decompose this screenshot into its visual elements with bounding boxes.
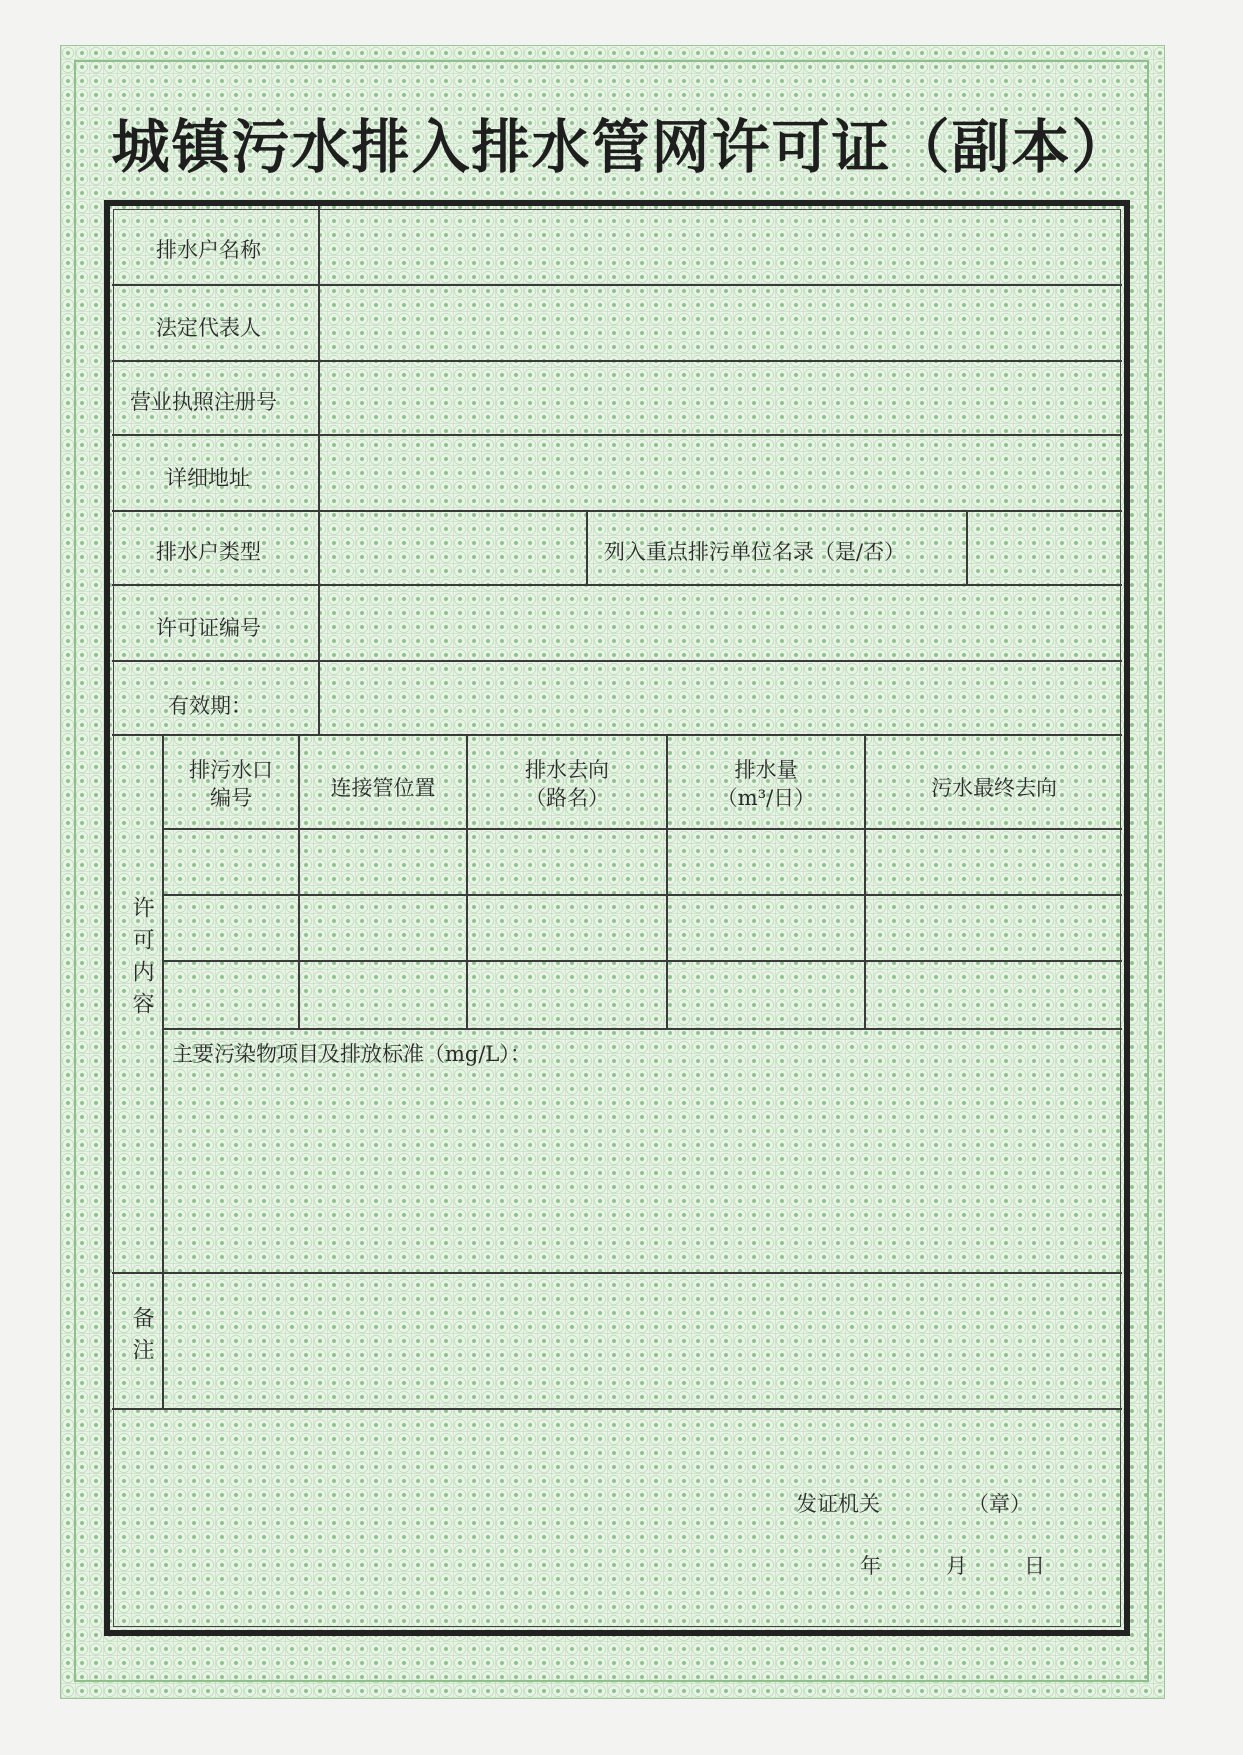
row-divider [163, 828, 1122, 830]
validity-label: 有效期： [168, 694, 252, 718]
address-label: 详细地址 [166, 466, 250, 490]
outlet-no-header: 排污水口 编号 [189, 758, 273, 810]
row-divider [112, 360, 1122, 362]
row-divider [112, 434, 1122, 436]
permit-no-label: 许可证编号 [156, 616, 261, 640]
permit-content-label: 许可内容 [129, 896, 154, 1024]
col-divider [966, 510, 968, 586]
col-divider [318, 206, 320, 736]
key-polluter-label: 列入重点排污单位名录（是/否） [604, 540, 906, 564]
discharge-volume-header: 排水量 （m³/日） [716, 758, 816, 810]
row-divider [112, 1272, 1122, 1274]
row-divider [112, 1408, 1122, 1410]
col-divider [162, 734, 164, 1408]
discharger-name-label: 排水户名称 [156, 238, 261, 262]
row-divider [112, 284, 1122, 286]
legal-rep-label: 法定代表人 [156, 316, 261, 340]
day-label: 日 [1024, 1554, 1045, 1578]
row-divider [163, 894, 1122, 896]
seal-label: （章） [968, 1492, 1031, 1516]
year-label: 年 [860, 1554, 881, 1578]
month-label: 月 [946, 1554, 967, 1578]
issuer-label: 发证机关 [796, 1492, 880, 1516]
remarks-label: 备注 [129, 1306, 154, 1370]
row-divider [163, 1028, 1122, 1030]
col-divider [586, 510, 588, 586]
final-destination-header: 污水最终去向 [931, 776, 1057, 800]
document-title: 城镇污水排入排水管网许可证（副本） [111, 113, 1132, 181]
business-license-label: 营业执照注册号 [130, 390, 277, 414]
row-divider [163, 960, 1122, 962]
row-divider [112, 660, 1122, 662]
pipe-position-header: 连接管位置 [330, 776, 436, 800]
row-divider [112, 584, 1122, 586]
discharger-type-label: 排水户类型 [156, 540, 261, 564]
pollutants-label: 主要污染物项目及排放标准（mg/L）： [172, 1042, 531, 1066]
row-divider [112, 734, 1122, 736]
row-divider [112, 510, 1122, 512]
discharge-direction-header: 排水去向 （路名） [525, 758, 609, 810]
